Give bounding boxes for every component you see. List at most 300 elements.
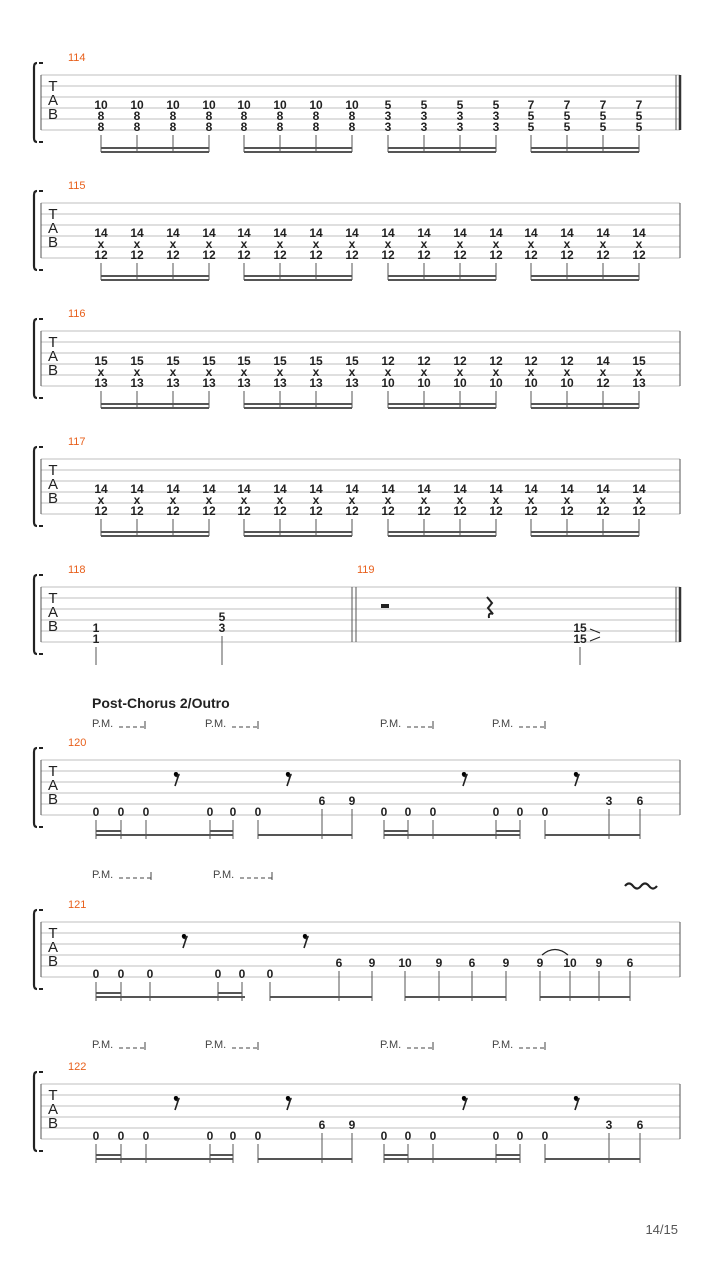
fret-number: 0 [229, 1129, 237, 1143]
fret-number: 12 [381, 504, 395, 518]
fret-number: 15 [166, 354, 180, 368]
fret-number: x [169, 365, 177, 379]
palm-mute-label: P.M. [213, 869, 235, 881]
fret-number: 12 [489, 248, 503, 262]
fret-number: 13 [166, 376, 180, 390]
fret-number: x [635, 365, 643, 379]
section-label: Post-Chorus 2/Outro [92, 695, 230, 711]
measure-number: 115 [68, 180, 86, 192]
fret-number: 5 [635, 109, 643, 123]
palm-mute-label: P.M. [380, 718, 402, 730]
measure-number: 117 [68, 436, 86, 448]
quarter-rest [487, 597, 493, 618]
fret-number: 0 [117, 805, 125, 819]
fret-number: 14 [237, 226, 251, 240]
tab-clef-letter: A [47, 476, 59, 493]
fret-number: 3 [605, 1118, 613, 1132]
fret-number: x [420, 237, 428, 251]
fret-number: 12 [524, 354, 538, 368]
fret-number: 14 [596, 226, 610, 240]
fret-number: 9 [595, 956, 603, 970]
fret-number: 12 [202, 248, 216, 262]
system-bracket [34, 63, 37, 142]
fret-number: 15 [273, 354, 287, 368]
tab-clef-letter: A [47, 777, 59, 794]
tab-clef-letter: T [48, 334, 58, 351]
fret-number: 10 [202, 98, 216, 112]
fret-number: 0 [541, 805, 549, 819]
fret-number: 5 [563, 109, 571, 123]
fret-number: 12 [417, 354, 431, 368]
palm-mute-label: P.M. [92, 1039, 114, 1051]
fret-number: 5 [456, 98, 464, 112]
fret-number: 0 [516, 1129, 524, 1143]
fret-number: 12 [94, 504, 108, 518]
fret-number: 13 [273, 376, 287, 390]
system-bracket [34, 575, 37, 654]
fret-number: 3 [420, 120, 428, 134]
tab-clef-letter: A [47, 220, 59, 237]
system-bracket [34, 910, 37, 989]
fret-number: x [169, 493, 177, 507]
fret-number: x [384, 237, 392, 251]
fret-number: 10 [398, 956, 412, 970]
fret-number: 13 [345, 376, 359, 390]
fret-number: 12 [130, 248, 144, 262]
fret-number: 13 [309, 376, 323, 390]
fret-number: x [276, 493, 284, 507]
fret-number: 12 [596, 504, 610, 518]
fret-number: 8 [133, 120, 141, 134]
fret-number: 14 [417, 226, 431, 240]
fret-number: 15 [94, 354, 108, 368]
fret-number: x [312, 365, 320, 379]
fret-number: 0 [142, 1129, 150, 1143]
tab-clef-letter: T [48, 1087, 58, 1104]
tab-clef-letter: A [47, 1101, 59, 1118]
fret-number: 8 [169, 120, 177, 134]
measure-number: 122 [68, 1061, 87, 1073]
fret-number: x [97, 493, 105, 507]
fret-number: x [492, 365, 500, 379]
fret-number: x [563, 493, 571, 507]
measure-number: 114 [68, 52, 86, 64]
fret-number: 12 [560, 248, 574, 262]
measure-number: 116 [68, 308, 86, 320]
tab-clef-letter: A [47, 939, 59, 956]
fret-number: 14 [237, 482, 251, 496]
fret-number: 15 [237, 354, 251, 368]
fret-number: 0 [146, 967, 154, 981]
fret-number: 0 [206, 1129, 214, 1143]
fret-number: 5 [599, 120, 607, 134]
eighth-rest-dot [174, 772, 178, 776]
fret-number: x [240, 493, 248, 507]
tab-clef-letter: T [48, 78, 58, 95]
fret-number: x [563, 365, 571, 379]
fret-number: x [133, 493, 141, 507]
fret-number: x [276, 237, 284, 251]
fret-number: 12 [345, 504, 359, 518]
palm-mute-label: P.M. [92, 869, 114, 881]
fret-number: 12 [94, 248, 108, 262]
system-bracket [34, 191, 37, 270]
fret-number: 12 [596, 376, 610, 390]
tab-clef-letter: B [47, 1115, 59, 1132]
fret-number: 5 [563, 120, 571, 134]
fret-number: 10 [563, 956, 577, 970]
fret-number: 14 [345, 226, 359, 240]
fret-number: 12 [524, 248, 538, 262]
tab-clef-letter: B [47, 953, 59, 970]
fret-number: 3 [218, 621, 226, 635]
fret-number: 12 [309, 248, 323, 262]
page-number: 14/15 [645, 1222, 678, 1237]
fret-number: 5 [420, 98, 428, 112]
fret-number: 14 [381, 226, 395, 240]
fret-number: 0 [92, 967, 100, 981]
fret-number: 10 [130, 98, 144, 112]
fret-number: 6 [318, 794, 326, 808]
fret-number: 12 [453, 354, 467, 368]
tab-clef-letter: A [47, 92, 59, 109]
fret-number: x [240, 365, 248, 379]
fret-number: 12 [309, 504, 323, 518]
fret-number: 9 [435, 956, 443, 970]
fret-number: 12 [237, 248, 251, 262]
fret-number: 10 [489, 376, 503, 390]
fret-number: 5 [527, 120, 535, 134]
fret-number: x [348, 237, 356, 251]
fret-number: 14 [489, 226, 503, 240]
fret-number: 5 [218, 610, 226, 624]
fret-number: 14 [309, 482, 323, 496]
fret-number: 10 [345, 98, 359, 112]
fret-number: 10 [309, 98, 323, 112]
fret-number: 14 [273, 482, 287, 496]
fret-number: 14 [309, 226, 323, 240]
fret-number: 14 [94, 482, 108, 496]
fret-number: 7 [599, 98, 607, 112]
fret-number: x [599, 493, 607, 507]
fret-number: 13 [94, 376, 108, 390]
fret-number: 14 [632, 482, 646, 496]
palm-mute-label: P.M. [92, 718, 114, 730]
fret-number: 12 [632, 248, 646, 262]
fret-number: 12 [166, 504, 180, 518]
fret-number: 12 [560, 504, 574, 518]
fret-number: 15 [345, 354, 359, 368]
fret-number: 0 [404, 1129, 412, 1143]
fret-number: 12 [381, 248, 395, 262]
fret-number: 10 [560, 376, 574, 390]
fret-number: x [348, 365, 356, 379]
fret-number: x [527, 365, 535, 379]
fret-number: 13 [202, 376, 216, 390]
tab-clef-letter: T [48, 462, 58, 479]
fret-number: 15 [573, 621, 587, 635]
fret-number: 6 [636, 794, 644, 808]
measure-number: 119 [357, 564, 375, 576]
fret-number: 12 [524, 504, 538, 518]
tab-clef-letter: T [48, 763, 58, 780]
fret-number: 0 [117, 1129, 125, 1143]
fret-number: 8 [240, 120, 248, 134]
fret-number: 12 [489, 354, 503, 368]
fret-number: 15 [573, 632, 587, 646]
fret-number: x [312, 237, 320, 251]
eighth-rest-dot [462, 1096, 466, 1100]
fret-number: 8 [205, 109, 213, 123]
fret-number: 0 [254, 805, 262, 819]
fret-number: 9 [348, 1118, 356, 1132]
fret-number: 12 [417, 504, 431, 518]
fret-number: 0 [214, 967, 222, 981]
tab-clef-letter: B [47, 791, 59, 808]
fret-number: 8 [133, 109, 141, 123]
tab-clef-letter: A [47, 348, 59, 365]
fret-number: 8 [97, 120, 105, 134]
fret-number: x [312, 493, 320, 507]
fret-number: 14 [596, 354, 610, 368]
fret-number: 0 [404, 805, 412, 819]
eighth-rest-dot [574, 1096, 578, 1100]
fret-number: x [97, 237, 105, 251]
palm-mute-label: P.M. [205, 1039, 227, 1051]
eighth-rest-dot [182, 934, 186, 938]
fret-number: 14 [202, 482, 216, 496]
fret-number: 10 [381, 376, 395, 390]
tab-clef-letter: B [47, 490, 59, 507]
fret-number: x [169, 237, 177, 251]
fret-number: 9 [348, 794, 356, 808]
tab-clef-letter: T [48, 206, 58, 223]
fret-number: 0 [238, 967, 246, 981]
fret-number: x [420, 365, 428, 379]
vibrato-mark [625, 884, 657, 889]
fret-number: 0 [492, 805, 500, 819]
fret-number: 8 [348, 109, 356, 123]
fret-number: 7 [635, 98, 643, 112]
fret-number: 0 [92, 805, 100, 819]
fret-number: x [456, 493, 464, 507]
eighth-rest-dot [286, 772, 290, 776]
fret-number: 10 [166, 98, 180, 112]
fret-number: 8 [348, 120, 356, 134]
fret-number: 14 [345, 482, 359, 496]
fret-number: 15 [632, 354, 646, 368]
fret-number: 14 [130, 226, 144, 240]
tie-arc [542, 950, 568, 956]
fret-number: 12 [202, 504, 216, 518]
fret-number: x [420, 493, 428, 507]
fret-number: 0 [429, 805, 437, 819]
fret-number: 10 [237, 98, 251, 112]
fret-number: 8 [312, 109, 320, 123]
fret-number: 8 [312, 120, 320, 134]
fret-number: 14 [489, 482, 503, 496]
fret-number: 12 [453, 248, 467, 262]
fret-number: x [133, 237, 141, 251]
eighth-rest-dot [174, 1096, 178, 1100]
fret-number: x [492, 493, 500, 507]
fret-number: 0 [229, 805, 237, 819]
fret-number: 8 [276, 120, 284, 134]
tab-clef-letter: T [48, 925, 58, 942]
system-bracket [34, 447, 37, 526]
fret-number: 12 [560, 354, 574, 368]
fret-number: 9 [502, 956, 510, 970]
fret-number: x [563, 237, 571, 251]
fret-number: 14 [596, 482, 610, 496]
fret-number: 12 [345, 248, 359, 262]
fret-number: x [527, 237, 535, 251]
fret-number: 12 [381, 354, 395, 368]
fret-number: 10 [417, 376, 431, 390]
fret-number: x [205, 493, 213, 507]
fret-number: 0 [117, 967, 125, 981]
fret-number: 12 [453, 504, 467, 518]
palm-mute-label: P.M. [492, 1039, 514, 1051]
fret-number: 0 [380, 1129, 388, 1143]
fret-number: 8 [205, 120, 213, 134]
fret-number: 0 [92, 1129, 100, 1143]
fret-number: 12 [166, 248, 180, 262]
fret-number: 6 [468, 956, 476, 970]
fret-number: 15 [202, 354, 216, 368]
fret-number: 6 [636, 1118, 644, 1132]
fret-number: x [348, 493, 356, 507]
fret-number: x [599, 365, 607, 379]
fret-number: x [492, 237, 500, 251]
fret-number: x [599, 237, 607, 251]
fret-number: 0 [380, 805, 388, 819]
fret-number: 5 [527, 109, 535, 123]
fret-number: 14 [453, 226, 467, 240]
fret-number: 12 [273, 504, 287, 518]
fret-number: x [276, 365, 284, 379]
system-bracket [34, 748, 37, 827]
fret-number: 14 [560, 226, 574, 240]
tab-clef-letter: T [48, 590, 58, 607]
fret-number: 12 [632, 504, 646, 518]
fret-number: 13 [237, 376, 251, 390]
fret-number: 6 [318, 1118, 326, 1132]
fret-number: 0 [429, 1129, 437, 1143]
fret-number: 3 [605, 794, 613, 808]
fret-number: 1 [92, 621, 100, 635]
tab-clef-letter: A [47, 604, 59, 621]
fret-number: 14 [453, 482, 467, 496]
fret-number: 8 [169, 109, 177, 123]
fret-number: 14 [130, 482, 144, 496]
fret-number: 9 [536, 956, 544, 970]
tab-clef-letter: B [47, 362, 59, 379]
measure-number: 118 [68, 564, 86, 576]
fret-number: x [97, 365, 105, 379]
fret-number: 0 [266, 967, 274, 981]
fret-number: 0 [254, 1129, 262, 1143]
measure-number: 120 [68, 737, 87, 749]
fret-number: 14 [202, 226, 216, 240]
fret-number: 10 [524, 376, 538, 390]
fret-number: 10 [273, 98, 287, 112]
fret-number: x [133, 365, 141, 379]
fret-number: x [527, 493, 535, 507]
palm-mute-label: P.M. [492, 718, 514, 730]
palm-mute-label: P.M. [205, 718, 227, 730]
fret-number: 10 [453, 376, 467, 390]
fret-number: 14 [166, 482, 180, 496]
fret-number: 14 [381, 482, 395, 496]
eighth-rest-dot [303, 934, 307, 938]
fret-number: 12 [130, 504, 144, 518]
fret-number: 1 [92, 632, 100, 646]
fret-number: 0 [142, 805, 150, 819]
fret-number: 8 [240, 109, 248, 123]
fret-number: 7 [527, 98, 535, 112]
eighth-rest-dot [462, 772, 466, 776]
fret-number: 3 [492, 109, 500, 123]
fret-number: 5 [635, 120, 643, 134]
fret-number: 7 [563, 98, 571, 112]
fret-number: x [205, 365, 213, 379]
fret-number: 0 [541, 1129, 549, 1143]
tab-clef-letter: B [47, 106, 59, 123]
tab-clef-letter: B [47, 618, 59, 635]
fret-number: 14 [524, 226, 538, 240]
system-bracket [34, 319, 37, 398]
fret-number: 14 [524, 482, 538, 496]
fret-number: 5 [384, 98, 392, 112]
fret-number: x [456, 365, 464, 379]
fret-number: 0 [492, 1129, 500, 1143]
fret-number: 10 [94, 98, 108, 112]
slide-out [590, 637, 600, 641]
fret-number: x [635, 493, 643, 507]
fret-number: x [384, 365, 392, 379]
fret-number: 5 [492, 98, 500, 112]
fret-number: 6 [626, 956, 634, 970]
fret-number: 3 [384, 109, 392, 123]
tab-clef-letter: B [47, 234, 59, 251]
fret-number: 12 [596, 248, 610, 262]
fret-number: 5 [599, 109, 607, 123]
fret-number: 14 [560, 482, 574, 496]
fret-number: 15 [130, 354, 144, 368]
fret-number: 3 [420, 109, 428, 123]
fret-number: 8 [97, 109, 105, 123]
fret-number: 12 [489, 504, 503, 518]
fret-number: 13 [130, 376, 144, 390]
fret-number: 3 [456, 120, 464, 134]
fret-number: x [240, 237, 248, 251]
fret-number: 13 [632, 376, 646, 390]
fret-number: 12 [273, 248, 287, 262]
eighth-rest-dot [574, 772, 578, 776]
fret-number: 0 [516, 805, 524, 819]
measure-number: 121 [68, 899, 87, 911]
fret-number: 6 [335, 956, 343, 970]
fret-number: 0 [206, 805, 214, 819]
fret-number: 9 [368, 956, 376, 970]
fret-number: 3 [456, 109, 464, 123]
fret-number: x [456, 237, 464, 251]
half-rest [381, 604, 389, 608]
fret-number: 15 [309, 354, 323, 368]
system-bracket [34, 1072, 37, 1151]
fret-number: x [635, 237, 643, 251]
